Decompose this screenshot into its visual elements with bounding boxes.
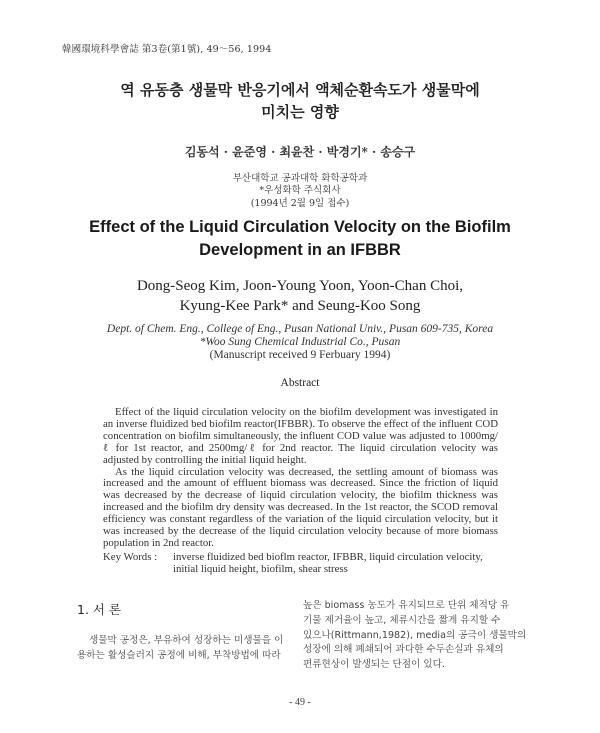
korean-affiliation-2: *우성화학 주식회사	[259, 185, 341, 196]
keywords-text: inverse fluidized bed bioflm reactor, IFBBR, liquid circulation velocity, initial liquid height, biofilm, shear stress	[173, 551, 483, 575]
korean-received-date: (1994년 2월 9일 접수)	[250, 198, 350, 209]
english-title-line-1: Effect of the Liquid Circulation Velocity on the Biofilm	[89, 218, 511, 236]
english-affiliation-2: *Woo Sung Chemical Industrial Co., Pusan	[199, 336, 401, 348]
english-title-line-2: Development in an IFBBR	[199, 241, 401, 259]
english-authors-line-1: Dong-Seog Kim, Joon-Young Yoon, Yoon-Chan Choi,	[136, 278, 464, 294]
korean-affiliation-1: 부산대학교 공과대학 화학공학과	[232, 173, 368, 184]
english-authors-line-2: Kyung-Kee Park* and Seung-Koo Song	[179, 298, 421, 314]
right-column-line: 있으나(Rittmann,1982), media의 공극이 생물막의	[303, 629, 527, 641]
right-column-line: 성장에 의해 폐쇄되어 과다한 수두손실과 유체의	[303, 644, 504, 656]
journal-header: 韓國環境科學會誌 第3卷(第1號), 49～56, 1994	[62, 44, 272, 55]
right-column-line: 편류현상이 발생되는 단점이 있다.	[303, 659, 445, 671]
left-column-line: 용하는 활성슬러지 공정에 비해, 부착방법에 따라	[77, 649, 281, 661]
right-column-line: 높은 biomass 농도가 유지되므로 단위 체적당 유	[303, 600, 510, 611]
left-column-text	[77, 634, 295, 663]
page-number: - 49 -	[289, 697, 311, 708]
right-column-line: 기물 제거율이 높고, 체류시간을 짧게 유지할 수	[303, 614, 501, 626]
abstract-body	[103, 407, 498, 550]
abstract-heading: Abstract	[280, 377, 320, 389]
abstract-paragraph-1: Effect of the liquid circulation velocity on the biofilm development was investigated in an inverse fluidized bed biofilm reactor(IFBBR). To observe the effect of the influent COD concentration on biofilm simultaneously, the influent COD value was adjusted to 1000mg/ℓ for 1st reactor, and 2500mg/ℓ for 2nd reactor. The liquid circulation velocity was adjusted by controlling the initial liquid height.	[103, 406, 498, 466]
left-column-line: 생물막 공정은, 부유하여 성장하는 미생물을 이	[89, 635, 284, 646]
manuscript-received: (Manuscript received 9 Ferbuary 1994)	[209, 349, 391, 361]
korean-title-line-2: 미치는 영향	[261, 103, 339, 121]
keywords-label: Key Words :	[103, 551, 158, 563]
english-affiliation-1: Dept. of Chem. Eng., College of Eng., Pusan National Univ., Pusan 609-735, Korea	[106, 323, 494, 335]
korean-title-line-1: 역 유동층 생물막 반응기에서 액체순환속도가 생물막에	[120, 81, 480, 99]
abstract-paragraph-2: As the liquid circulation velocity was decreased, the settling amount of biomass was increased and the amount of effluent biomass was decreased. Since the friction of liquid was decreased by the decrease of liquid circulation velocity, the biofilm thickness was increased and the biofilm dry density was decreased. In the 1st reactor, the SCOD removal efficiency was constant regardless of the variation of the liquid circulation velocity, but it was increased by the decrease of the liquid circulation velocity because of more biomass population in 2nd reactor.	[103, 465, 498, 549]
korean-authors: 김동석 · 윤준영 · 최윤찬 · 박경기* · 송승구	[184, 145, 416, 159]
section-heading-introduction: 1. 서 론	[77, 602, 122, 617]
right-column-text	[303, 599, 525, 673]
